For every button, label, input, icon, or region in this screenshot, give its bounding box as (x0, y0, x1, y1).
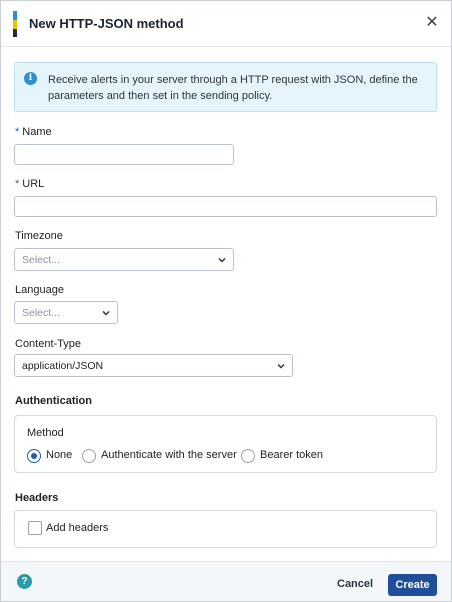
radio-bearer-token[interactable] (241, 448, 326, 464)
close-icon[interactable]: ✕ (425, 14, 439, 31)
radio-bearer-token-indicator (241, 449, 255, 463)
dialog-header (1, 1, 451, 47)
authentication-title: Authentication (15, 395, 92, 407)
accent-segment-blue (13, 11, 17, 20)
chevron-down-icon (102, 309, 110, 317)
timezone-select[interactable] (14, 248, 234, 271)
url-label (15, 178, 44, 190)
timezone-label: Timezone (15, 230, 63, 242)
radio-none-indicator (27, 449, 41, 463)
url-input[interactable] (14, 196, 437, 217)
content-type-select[interactable] (14, 354, 293, 377)
info-banner (14, 62, 437, 112)
chevron-down-icon (277, 362, 285, 370)
radio-authenticate-server[interactable] (82, 448, 237, 464)
dialog-footer (1, 561, 451, 601)
content-type-label: Content-Type (15, 338, 82, 350)
language-select[interactable] (14, 301, 118, 324)
required-mark: * (15, 126, 20, 138)
headers-title: Headers (15, 492, 59, 504)
headers-panel (14, 510, 437, 548)
language-label: Language (15, 284, 64, 296)
add-headers-checkbox[interactable] (28, 521, 42, 535)
chevron-down-icon (218, 256, 226, 264)
name-label (15, 126, 52, 138)
timezone-placeholder: Select... (22, 254, 60, 266)
accent-segment-dark (13, 29, 17, 37)
dialog-title: New HTTP-JSON method (29, 16, 184, 31)
required-mark: * (15, 178, 20, 190)
url-label-text: URL (22, 178, 45, 190)
radio-none[interactable] (27, 448, 75, 464)
radio-bearer-token-label: Bearer token (260, 449, 323, 461)
info-text: Receive alerts in your server through a HTTP request with JSON, define the parameters and then set in the sending policy. (48, 74, 418, 102)
content-type-value: application/JSON (22, 360, 104, 372)
radio-none-label: None (46, 449, 73, 461)
method-label: Method (27, 427, 64, 439)
radio-authenticate-server-label: Authenticate with the server (101, 449, 237, 461)
name-input[interactable] (14, 144, 234, 165)
authentication-panel (14, 415, 437, 473)
language-placeholder: Select... (22, 307, 60, 319)
cancel-button[interactable]: Cancel (337, 578, 374, 590)
radio-authenticate-server-indicator (82, 449, 96, 463)
name-label-text: Name (22, 126, 52, 138)
brand-accent-bar (13, 11, 17, 37)
add-headers-label[interactable]: Add headers (46, 522, 109, 534)
help-icon[interactable]: ? (17, 574, 32, 589)
info-icon: i (24, 72, 37, 85)
accent-segment-yellow (13, 20, 17, 29)
create-button[interactable]: Create (388, 574, 437, 596)
